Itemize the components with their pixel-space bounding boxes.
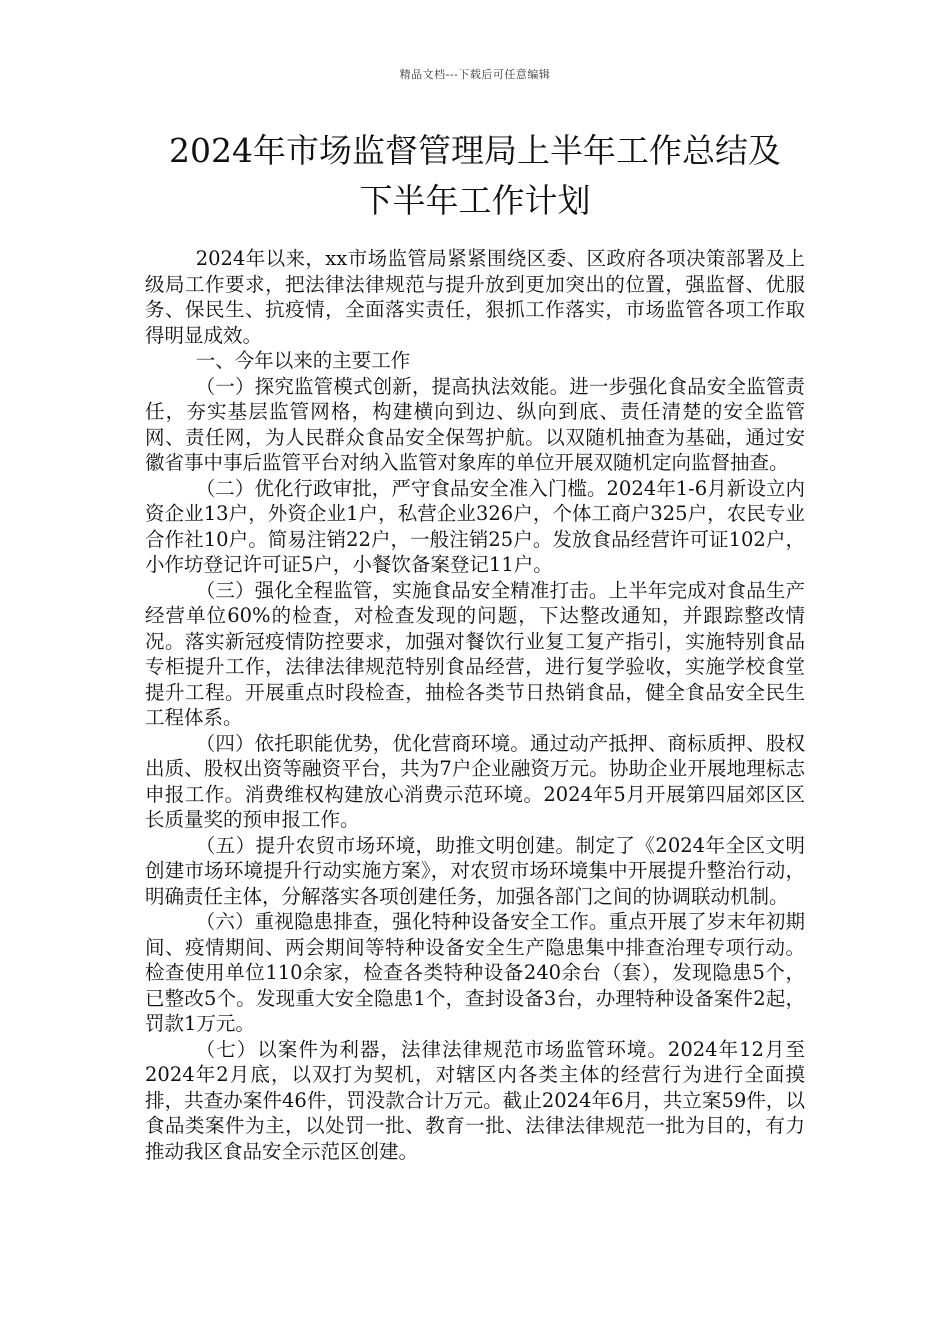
paragraph-item-4: （四）依托职能优势，优化营商环境。通过动产抵押、商标质押、股权出质、股权出资等融资平台，共为7户企业融资万元。协助企业开展地理标志申报工作。消费维权构建放心消费示范环境。2024年5月开展第四届郊区区长质量奖的预申报工作。: [145, 731, 805, 831]
section-heading: 一、今年以来的主要工作: [195, 349, 411, 372]
title-line-2: 下半年工作计划: [359, 181, 591, 220]
paragraph-item-3: （三）强化全程监管，实施食品安全精准打击。上半年完成对食品生产经营单位60%的检查，对检查发现的问题，下达整改通知，并跟踪整改情况。落实新冠疫情防控要求，加强对餐饮行业复工复产指引，实施特别食品专柜提升工作，法律法律规范特别食品经营，进行复学验收，实施学校食堂提升工程。开展重点时段检查，抽检各类节日热销食品，健全食品安全民生工程体系。: [145, 578, 805, 729]
paragraph-item-7: （七）以案件为利器，法律法律规范市场监管环境。2024年12月至2024年2月底，以双打为契机，对辖区内各类主体的经营行为进行全面摸排，共查办案件46件，罚没款合计万元。截止2024年6月，共立案59件，以食品类案件为主，以处罚一批、教育一批、法律法律规范一批为目的，有力推动我区食品安全示范区创建。: [145, 1037, 805, 1163]
header-note: 精品文档---下载后可任意编辑: [399, 68, 551, 81]
document-body: [145, 246, 805, 1164]
paragraph-intro: 2024年以来，xx市场监管局紧紧围绕区委、区政府各项决策部署及上级局工作要求，把法律法律规范与提升放到更加突出的位置，强监督、优服务、保民生、抗疫情，全面落实责任，狠抓工作落实，市场监管各项工作取得明显成效。: [145, 247, 805, 347]
paragraph-item-2: （二）优化行政审批，严守食品安全准入门槛。2024年1-6月新设立内资企业13户，外资企业1户，私营企业326户，个体工商户325户，农民专业合作社10户。简易注销22户，一般注销25户。发放食品经营许可证102户，小作坊登记许可证5户，小餐饮备案登记11户。: [145, 476, 805, 576]
paragraph-item-5: （五）提升农贸市场环境，助推文明创建。制定了《2024年全区文明创建市场环境提升行动实施方案》，对农贸市场环境集中开展提升整治行动，明确责任主体，分解落实各项创建任务，加强各部门之间的协调联动机制。: [145, 833, 805, 908]
title-line-1: 2024年市场监督管理局上半年工作总结及: [169, 131, 781, 170]
document-title: [100, 126, 850, 226]
paragraph-item-6: （六）重视隐患排查，强化特种设备安全工作。重点开展了岁末年初期间、疫情期间、两会期间等特种设备安全生产隐患集中排查治理专项行动。检查使用单位110余家，检查各类特种设备240余台（套），发现隐患5个，已整改5个。发现重大安全隐患1个，查封设备3台，办理特种设备案件2起，罚款1万元。: [145, 910, 805, 1035]
paragraph-item-1: （一）探究监管模式创新，提高执法效能。进一步强化食品安全监管责任，夯实基层监管网格，构建横向到边、纵向到底、责任清楚的安全监管网、责任网，为人民群众食品安全保驾护航。以双随机抽查为基础，通过安徽省事中事后监管平台对纳入监管对象库的单位开展双随机定向监督抽查。: [145, 374, 805, 474]
